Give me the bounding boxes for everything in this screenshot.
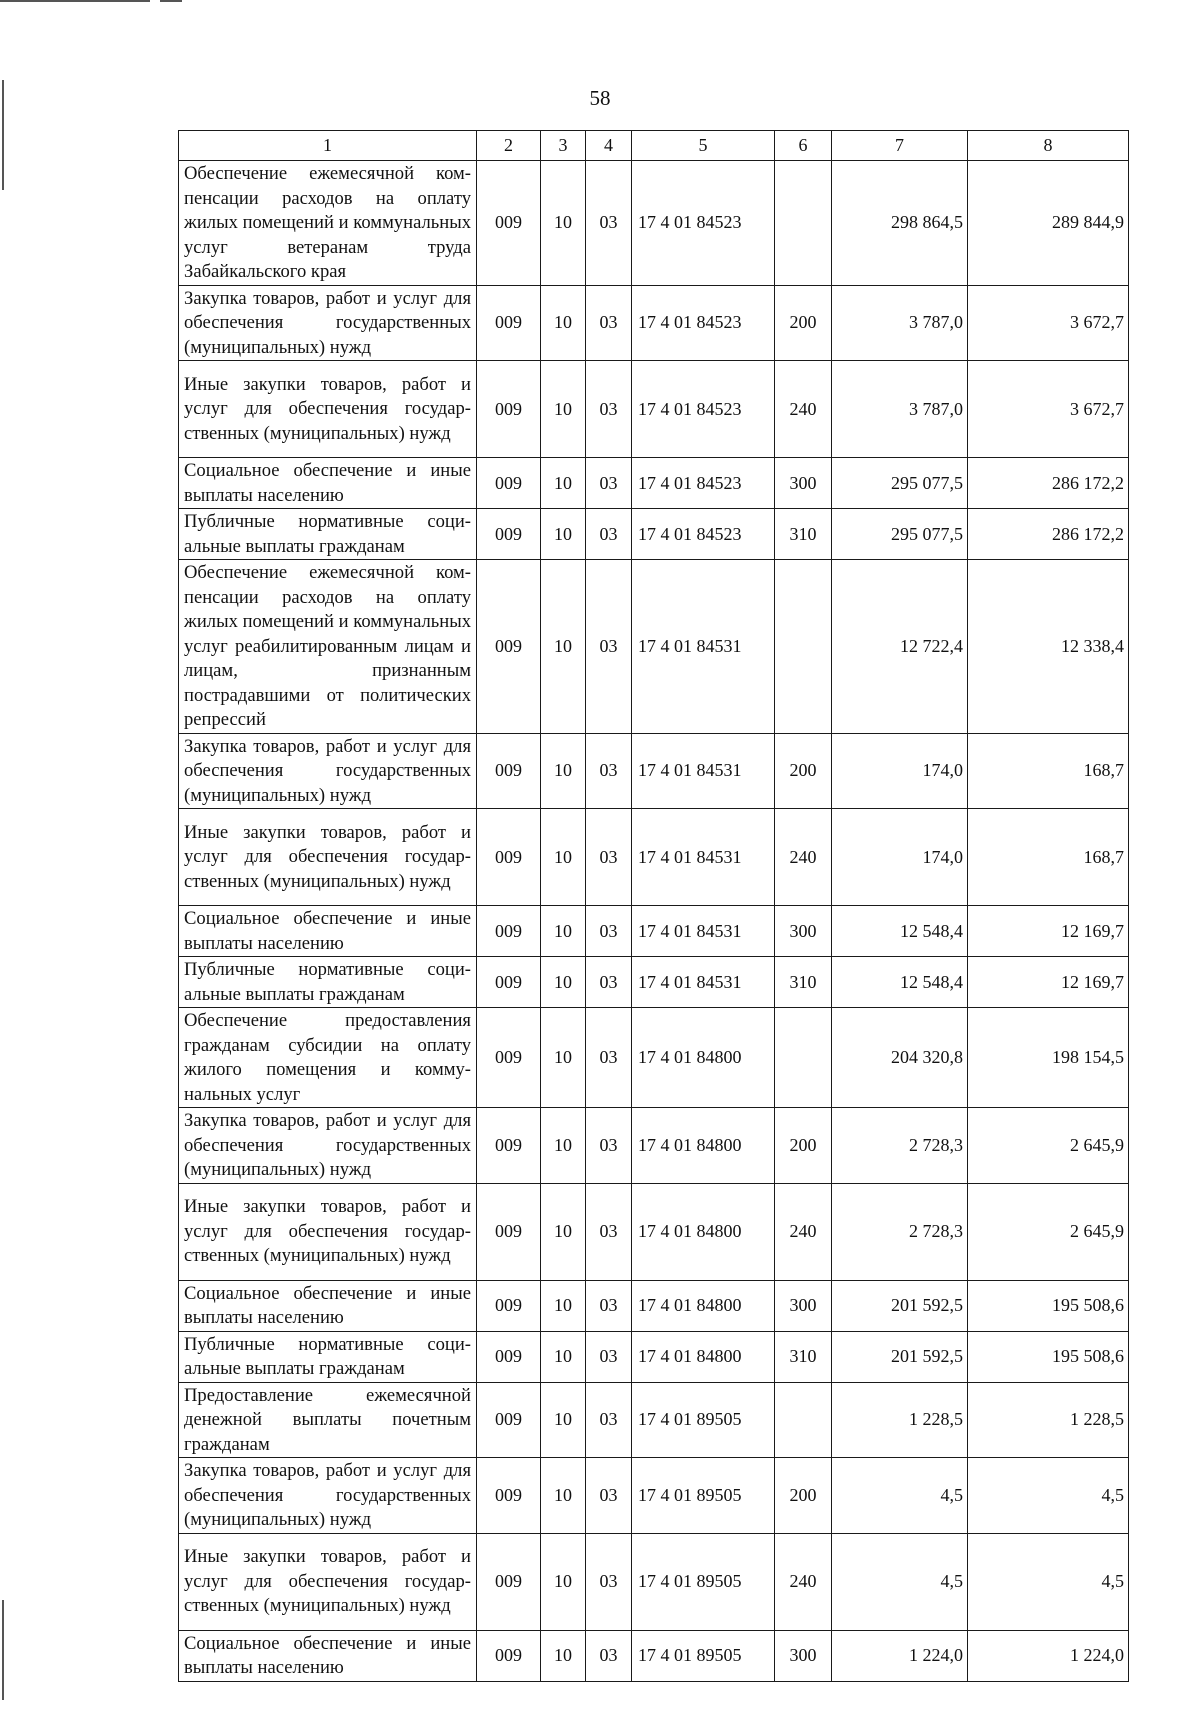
- row-name: Публичные нормативные социальные выплаты гражданам: [179, 509, 477, 560]
- row-name: Обеспечение ежемесячной компенсации расходов на оплату жилых помещений и коммунальных услуг ветеранам труда Забайкальского края: [179, 161, 477, 286]
- target-article-code: 17 4 01 84800: [632, 1280, 775, 1331]
- admin-code: 009: [477, 1008, 541, 1108]
- table-row: [179, 1108, 1129, 1184]
- amount-col7: 12 548,4: [832, 957, 968, 1008]
- expense-type-code: 240: [775, 361, 832, 458]
- amount-col8: 195 508,6: [968, 1280, 1129, 1331]
- section-code: 10: [541, 1382, 586, 1458]
- admin-code: 009: [477, 161, 541, 286]
- table-row: [179, 1630, 1129, 1681]
- amount-col8: 286 172,2: [968, 509, 1129, 560]
- admin-code: 009: [477, 1280, 541, 1331]
- subsection-code: 03: [586, 1331, 632, 1382]
- amount-col8: 289 844,9: [968, 161, 1129, 286]
- column-header: 6: [775, 131, 832, 161]
- admin-code: 009: [477, 361, 541, 458]
- row-name: Социальное обеспечение и иные выплаты населению: [179, 906, 477, 957]
- table-row: [179, 1382, 1129, 1458]
- table-row: [179, 161, 1129, 286]
- table-row: [179, 906, 1129, 957]
- column-header: 3: [541, 131, 586, 161]
- table-row: [179, 1331, 1129, 1382]
- amount-col7: 2 728,3: [832, 1108, 968, 1184]
- amount-col7: 3 787,0: [832, 361, 968, 458]
- amount-col7: 12 548,4: [832, 906, 968, 957]
- amount-col7: 12 722,4: [832, 560, 968, 734]
- expense-type-code: 200: [775, 285, 832, 361]
- row-name: Социальное обеспечение и иные выплаты населению: [179, 458, 477, 509]
- table-row: [179, 733, 1129, 809]
- header-row: [179, 131, 1129, 161]
- section-code: 10: [541, 1108, 586, 1184]
- column-header: 7: [832, 131, 968, 161]
- row-name: Закупка товаров, работ и услуг для обеспечения государственных (муниципальных) нужд: [179, 285, 477, 361]
- subsection-code: 03: [586, 733, 632, 809]
- subsection-code: 03: [586, 1382, 632, 1458]
- expense-type-code: 300: [775, 906, 832, 957]
- amount-col8: 12 169,7: [968, 906, 1129, 957]
- amount-col8: 168,7: [968, 733, 1129, 809]
- amount-col8: 2 645,9: [968, 1108, 1129, 1184]
- section-code: 10: [541, 957, 586, 1008]
- target-article-code: 17 4 01 84531: [632, 809, 775, 906]
- amount-col7: 174,0: [832, 809, 968, 906]
- amount-col7: 298 864,5: [832, 161, 968, 286]
- expense-type-code: [775, 161, 832, 286]
- section-code: 10: [541, 1533, 586, 1630]
- admin-code: 009: [477, 809, 541, 906]
- subsection-code: 03: [586, 957, 632, 1008]
- table-row: [179, 1183, 1129, 1280]
- section-code: 10: [541, 1630, 586, 1681]
- row-name: Публичные нормативные социальные выплаты гражданам: [179, 957, 477, 1008]
- section-code: 10: [541, 458, 586, 509]
- column-header: 1: [179, 131, 477, 161]
- admin-code: 009: [477, 906, 541, 957]
- target-article-code: 17 4 01 89505: [632, 1533, 775, 1630]
- amount-col8: 168,7: [968, 809, 1129, 906]
- amount-col8: 4,5: [968, 1533, 1129, 1630]
- row-name: Иные закупки товаров, работ и услуг для обеспечения государственных (муниципальных) нужд: [179, 809, 477, 906]
- subsection-code: 03: [586, 1008, 632, 1108]
- row-name: Закупка товаров, работ и услуг для обеспечения государственных (муниципальных) нужд: [179, 733, 477, 809]
- amount-col8: 286 172,2: [968, 458, 1129, 509]
- table-row: [179, 1533, 1129, 1630]
- table-row: [179, 361, 1129, 458]
- target-article-code: 17 4 01 84531: [632, 906, 775, 957]
- expense-type-code: 300: [775, 458, 832, 509]
- admin-code: 009: [477, 1331, 541, 1382]
- amount-col7: 1 224,0: [832, 1630, 968, 1681]
- page-number: 58: [589, 86, 611, 110]
- section-code: 10: [541, 906, 586, 957]
- amount-col7: 3 787,0: [832, 285, 968, 361]
- admin-code: 009: [477, 1108, 541, 1184]
- amount-col7: 201 592,5: [832, 1280, 968, 1331]
- row-name: Иные закупки товаров, работ и услуг для обеспечения государственных (муниципальных) нужд: [179, 361, 477, 458]
- subsection-code: 03: [586, 1458, 632, 1534]
- row-name: Социальное обеспечение и иные выплаты населению: [179, 1280, 477, 1331]
- target-article-code: 17 4 01 89505: [632, 1458, 775, 1534]
- subsection-code: 03: [586, 458, 632, 509]
- scan-edge-mark: [0, 0, 150, 2]
- subsection-code: 03: [586, 1533, 632, 1630]
- row-name: Обеспечение предоставления гражданам субсидии на оплату жилого помещения и коммунальных услуг: [179, 1008, 477, 1108]
- target-article-code: 17 4 01 84523: [632, 285, 775, 361]
- admin-code: 009: [477, 1382, 541, 1458]
- column-header: 5: [632, 131, 775, 161]
- section-code: 10: [541, 361, 586, 458]
- expense-type-code: 310: [775, 509, 832, 560]
- target-article-code: 17 4 01 84800: [632, 1331, 775, 1382]
- subsection-code: 03: [586, 1280, 632, 1331]
- scan-edge-mark: [2, 1600, 4, 1700]
- table-row: [179, 458, 1129, 509]
- table-row: [179, 560, 1129, 734]
- amount-col7: 201 592,5: [832, 1331, 968, 1382]
- target-article-code: 17 4 01 84523: [632, 509, 775, 560]
- amount-col8: 2 645,9: [968, 1183, 1129, 1280]
- target-article-code: 17 4 01 84531: [632, 733, 775, 809]
- section-code: 10: [541, 1008, 586, 1108]
- expense-type-code: 240: [775, 1533, 832, 1630]
- amount-col8: 1 228,5: [968, 1382, 1129, 1458]
- amount-col7: 204 320,8: [832, 1008, 968, 1108]
- target-article-code: 17 4 01 84523: [632, 361, 775, 458]
- subsection-code: 03: [586, 285, 632, 361]
- amount-col8: 4,5: [968, 1458, 1129, 1534]
- budget-table: [178, 130, 1129, 1682]
- amount-col7: 174,0: [832, 733, 968, 809]
- target-article-code: 17 4 01 84800: [632, 1108, 775, 1184]
- table-row: [179, 509, 1129, 560]
- expense-type-code: 240: [775, 809, 832, 906]
- section-code: 10: [541, 1183, 586, 1280]
- amount-col8: 3 672,7: [968, 361, 1129, 458]
- expense-type-code: 200: [775, 1108, 832, 1184]
- amount-col8: 12 338,4: [968, 560, 1129, 734]
- table-row: [179, 1008, 1129, 1108]
- amount-col8: 3 672,7: [968, 285, 1129, 361]
- table-row: [179, 1458, 1129, 1534]
- subsection-code: 03: [586, 1630, 632, 1681]
- section-code: 10: [541, 161, 586, 286]
- scan-edge-mark: [160, 0, 182, 2]
- section-code: 10: [541, 1331, 586, 1382]
- table-row: [179, 1280, 1129, 1331]
- row-name: Предоставление ежемесячной денежной выплаты почетным гражданам: [179, 1382, 477, 1458]
- subsection-code: 03: [586, 1108, 632, 1184]
- subsection-code: 03: [586, 560, 632, 734]
- target-article-code: 17 4 01 84800: [632, 1008, 775, 1108]
- row-name: Иные закупки товаров, работ и услуг для обеспечения государственных (муниципальных) нужд: [179, 1183, 477, 1280]
- amount-col7: 295 077,5: [832, 458, 968, 509]
- admin-code: 009: [477, 733, 541, 809]
- table-row: [179, 809, 1129, 906]
- admin-code: 009: [477, 1183, 541, 1280]
- table-row: [179, 957, 1129, 1008]
- expense-type-code: [775, 560, 832, 734]
- row-name: Закупка товаров, работ и услуг для обеспечения государственных (муниципальных) нужд: [179, 1108, 477, 1184]
- amount-col8: 1 224,0: [968, 1630, 1129, 1681]
- expense-type-code: 240: [775, 1183, 832, 1280]
- amount-col8: 12 169,7: [968, 957, 1129, 1008]
- section-code: 10: [541, 1280, 586, 1331]
- admin-code: 009: [477, 1458, 541, 1534]
- table-row: [179, 285, 1129, 361]
- row-name: Закупка товаров, работ и услуг для обеспечения государственных (муниципальных) нужд: [179, 1458, 477, 1534]
- column-header: 8: [968, 131, 1129, 161]
- subsection-code: 03: [586, 361, 632, 458]
- admin-code: 009: [477, 1630, 541, 1681]
- subsection-code: 03: [586, 906, 632, 957]
- section-code: 10: [541, 560, 586, 734]
- amount-col8: 198 154,5: [968, 1008, 1129, 1108]
- amount-col8: 195 508,6: [968, 1331, 1129, 1382]
- admin-code: 009: [477, 509, 541, 560]
- section-code: 10: [541, 509, 586, 560]
- target-article-code: 17 4 01 89505: [632, 1630, 775, 1681]
- amount-col7: 2 728,3: [832, 1183, 968, 1280]
- target-article-code: 17 4 01 84523: [632, 161, 775, 286]
- column-header: 2: [477, 131, 541, 161]
- target-article-code: 17 4 01 84531: [632, 560, 775, 734]
- row-name: Публичные нормативные социальные выплаты гражданам: [179, 1331, 477, 1382]
- column-header: 4: [586, 131, 632, 161]
- target-article-code: 17 4 01 84523: [632, 458, 775, 509]
- expense-type-code: [775, 1382, 832, 1458]
- amount-col7: 295 077,5: [832, 509, 968, 560]
- amount-col7: 4,5: [832, 1533, 968, 1630]
- row-name: Социальное обеспечение и иные выплаты населению: [179, 1630, 477, 1681]
- expense-type-code: 200: [775, 733, 832, 809]
- subsection-code: 03: [586, 1183, 632, 1280]
- section-code: 10: [541, 733, 586, 809]
- amount-col7: 4,5: [832, 1458, 968, 1534]
- admin-code: 009: [477, 1533, 541, 1630]
- expense-type-code: 200: [775, 1458, 832, 1534]
- row-name: Обеспечение ежемесячной компенсации расходов на оплату жилых помещений и коммунальных услуг реабилитированным лицам и лицам, признанным пострадавшими от политических репрессий: [179, 560, 477, 734]
- expense-type-code: 300: [775, 1280, 832, 1331]
- section-code: 10: [541, 809, 586, 906]
- subsection-code: 03: [586, 809, 632, 906]
- section-code: 10: [541, 285, 586, 361]
- subsection-code: 03: [586, 509, 632, 560]
- expense-type-code: 310: [775, 957, 832, 1008]
- target-article-code: 17 4 01 89505: [632, 1382, 775, 1458]
- target-article-code: 17 4 01 84800: [632, 1183, 775, 1280]
- subsection-code: 03: [586, 161, 632, 286]
- admin-code: 009: [477, 957, 541, 1008]
- admin-code: 009: [477, 458, 541, 509]
- admin-code: 009: [477, 560, 541, 734]
- section-code: 10: [541, 1458, 586, 1534]
- amount-col7: 1 228,5: [832, 1382, 968, 1458]
- target-article-code: 17 4 01 84531: [632, 957, 775, 1008]
- expense-type-code: [775, 1008, 832, 1108]
- expense-type-code: 300: [775, 1630, 832, 1681]
- admin-code: 009: [477, 285, 541, 361]
- expense-type-code: 310: [775, 1331, 832, 1382]
- row-name: Иные закупки товаров, работ и услуг для обеспечения государственных (муниципальных) нужд: [179, 1533, 477, 1630]
